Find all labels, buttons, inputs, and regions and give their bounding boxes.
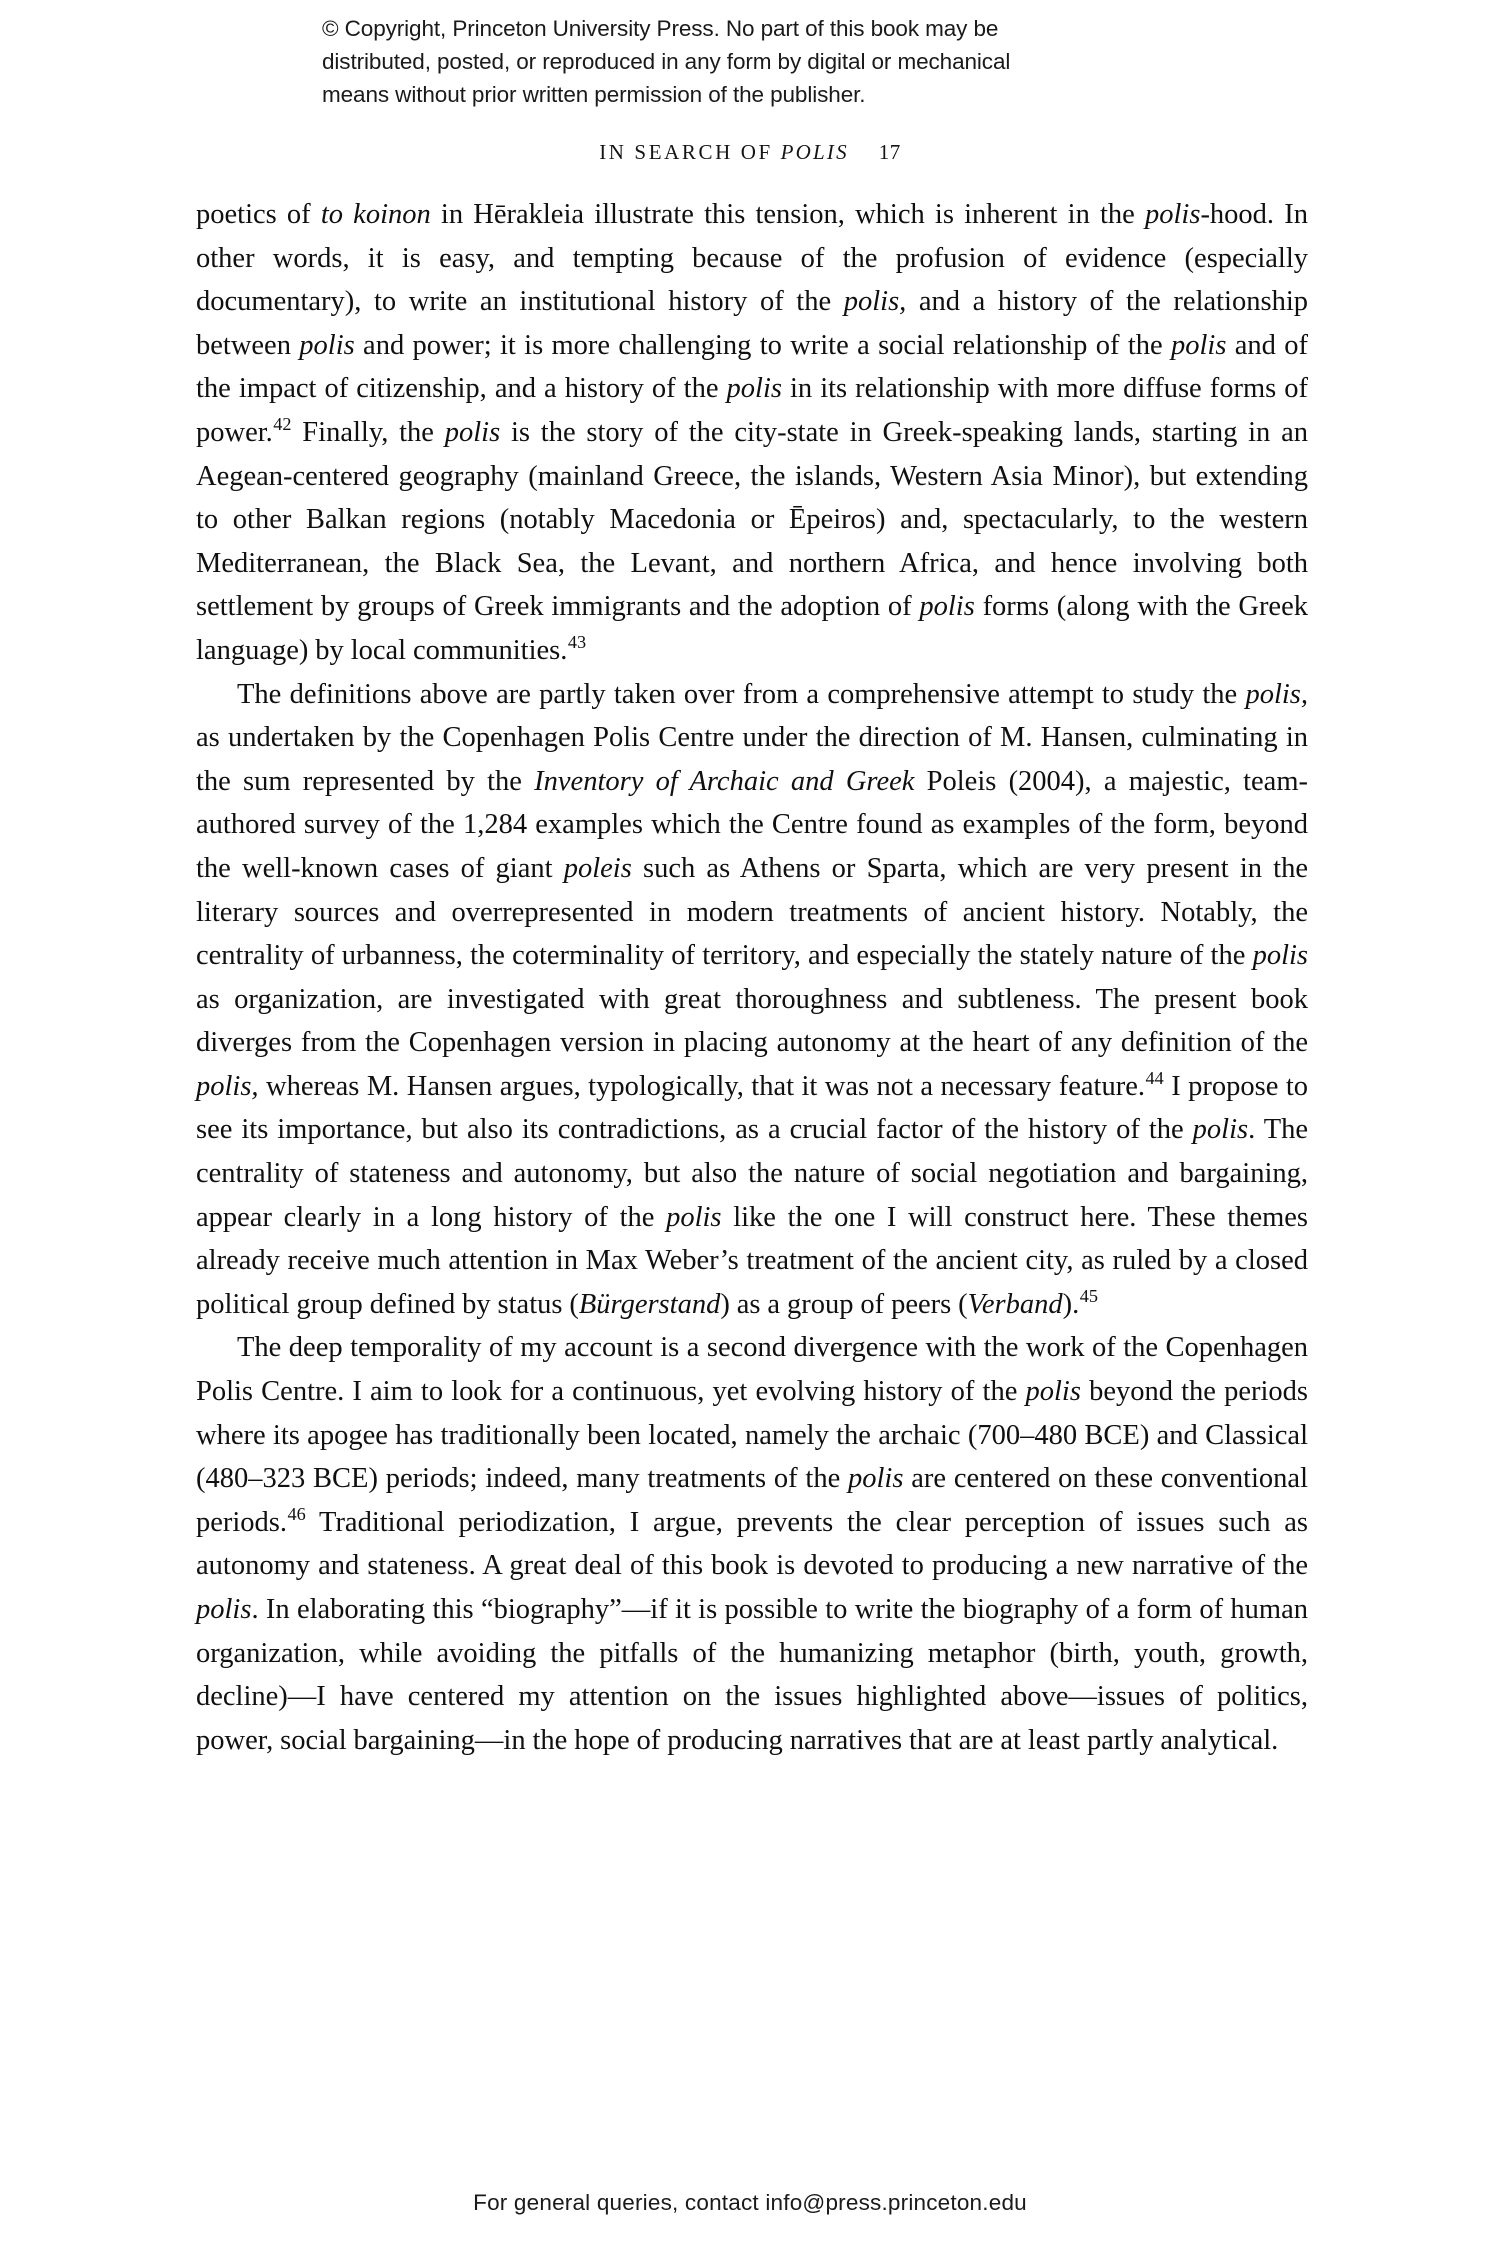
paragraph-definitions: The definitions above are partly taken over from a comprehensive attempt to study the polis, as undertaken by the Copenhagen Polis Centre under the direction of M. Hansen, culminating in the sum represented by the Inventory of Archaic and Greek Poleis (2004), a majestic, team-authored survey of the 1,284 examples which the Centre found as examples of the form, beyond the well-known cases of giant poleis such as Athens or Sparta, which are very present in the literary sources and overrepresented in modern treatments of ancient history. Notably, the centrality of urbanness, the coterminality of territory, and especially the stately nature of the polis as organization, are investigated with great thoroughness and subtleness. The present book diverges from the Copenhagen version in placing autonomy at the heart of any definition of the polis, whereas M. Hansen argues, typologically, that it was not a necessary feature.$^{44}$ I propose to see its importance, but also its contradictions, as a crucial factor of the history of the polis. The centrality of stateness and autonomy, but also the nature of social negotiation and bargaining, appear clearly in a long history of the polis like the one I will construct here. These themes already receive much attention in Max Weber’s treatment of the ancient city, as ruled by a closed political group defined by status (Bürgerstand) as a group of peers (Verband).$^{45}$ [196,678,1309,1320]
running-head [0,140,1500,165]
copyright-line-2: distributed, posted, or reproduced in any form by digital or mechanical [322,49,1011,74]
paragraph-poetics: poetics of to koinon in Hērakleia illustrate this tension, which is inherent in the polis-hood. In other words, it is easy, and tempting because of the profusion of evidence (especially documentary), to write an institutional history of the polis, and a history of the relationship between polis and power; it is more challenging to write a social relationship of the polis and of the impact of citizenship, and a history of the polis in its relationship with more diffuse forms of power.$^{42}$ Finally, the polis is the story of the city-state in Greek-speaking lands, starting in an Aegean-centered geography (mainland Greece, the islands, Western Asia Minor), but extending to other Balkan regions (notably Macedonia or Ēpeiros) and, spectacularly, to the western Mediterranean, the Black Sea, the Levant, and northern Africa, and hence involving both settlement by groups of Greek immigrants and the adoption of polis forms (along with the Greek language) by local communities.$^{43}$ [196,199,1308,666]
copyright-notice [322,12,1202,111]
copyright-line-3: means without prior written permission of the publisher. [322,82,866,107]
running-head-label: IN SEARCH OF [599,140,781,164]
running-head-inner [599,140,901,165]
page-footer: For general queries, contact info@press.princeton.edu [473,2190,1027,2215]
body-text-column [196,193,1308,1762]
page-number: 17 [878,140,901,164]
paragraph-temporality: The deep temporality of my account is a second divergence with the work of the Copenhagen Polis Centre. I aim to look for a continuous, yet evolving history of the polis beyond the periods where its apogee has traditionally been located, namely the archaic (700–480 BCE) and Classical (480–323 BCE) periods; indeed, many treatments of the polis are centered on these conventional periods.$^{46}$ Traditional periodization, I argue, prevents the clear perception of issues such as autonomy and stateness. A great deal of this book is devoted to producing a new narrative of the polis. In elaborating this “biography”—if it is possible to write the biography of a form of human organization, while avoiding the pitfalls of the humanizing metaphor (birth, youth, growth, decline)—I have centered my attention on the issues highlighted above—issues of politics, power, social bargaining—in the hope of producing narratives that are at least partly analytical. [196,1332,1308,1756]
running-head-italic-word: POLIS [780,140,849,164]
copyright-line-1: © Copyright, Princeton University Press. No part of this book may be [322,16,999,41]
